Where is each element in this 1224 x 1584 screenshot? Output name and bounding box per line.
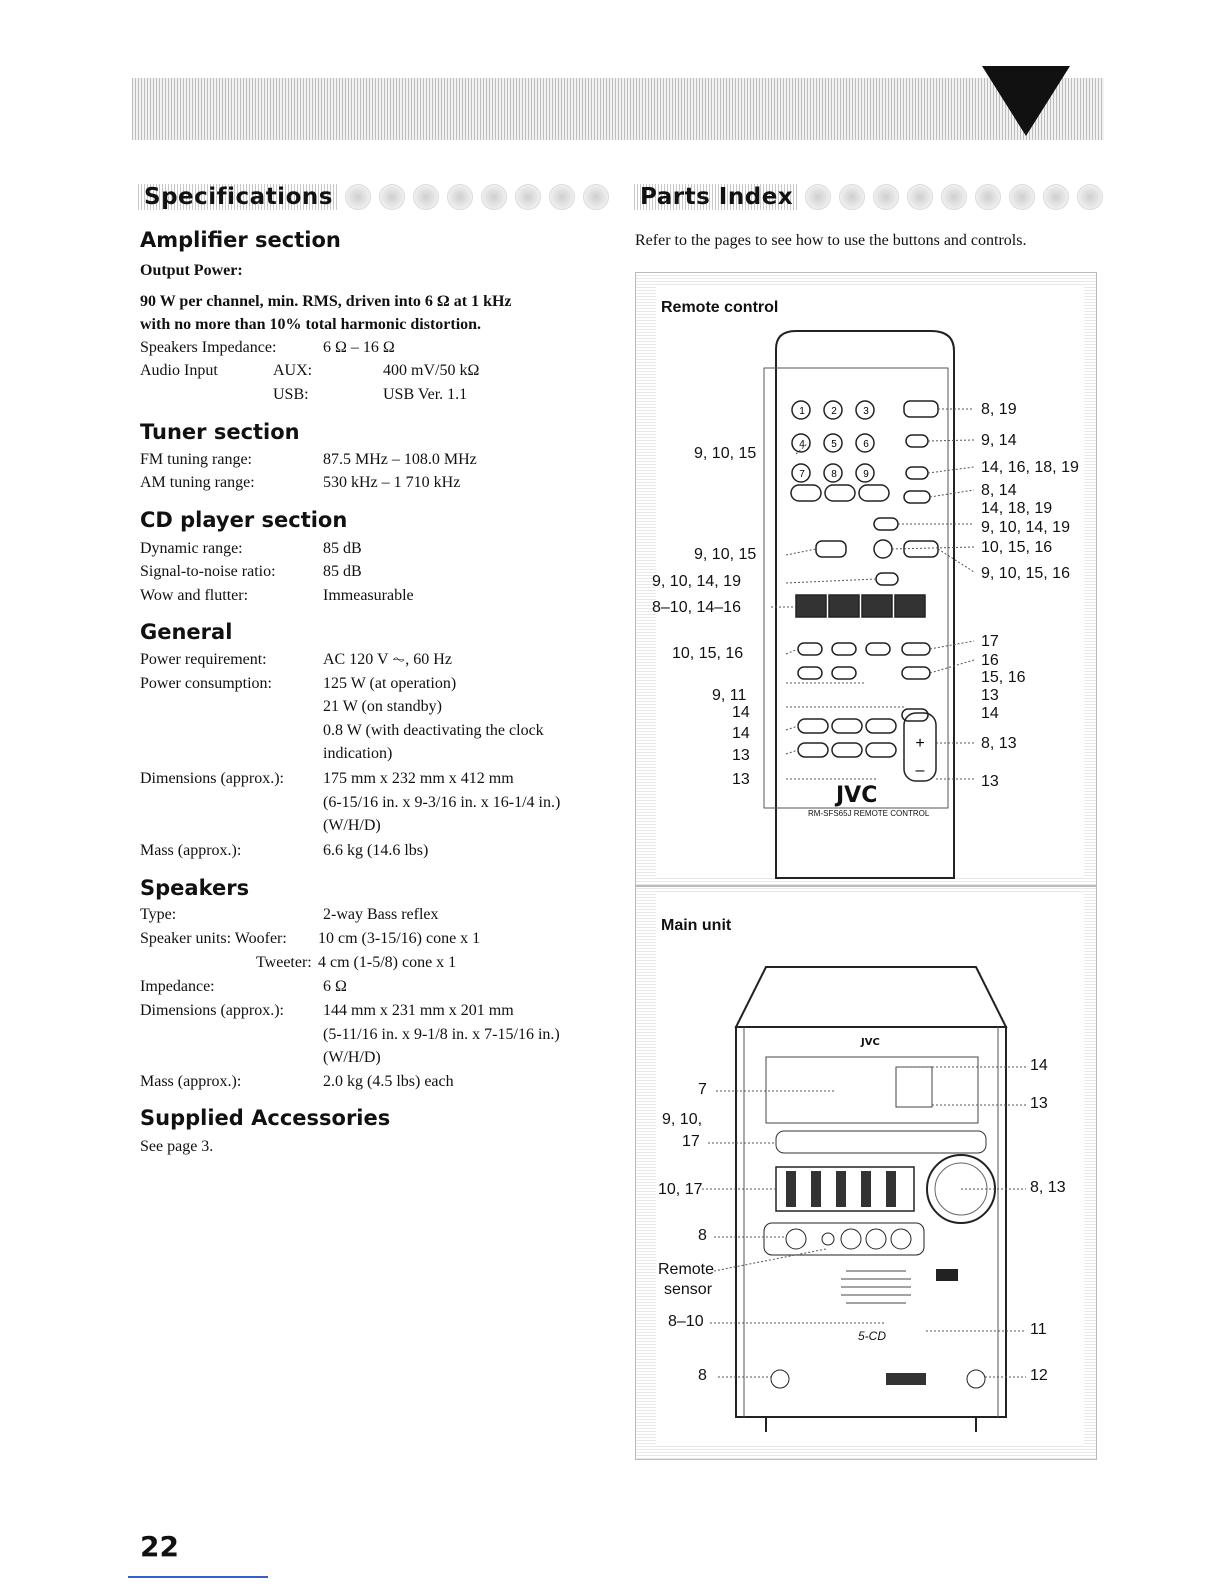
label: Wow and flutter: bbox=[140, 587, 249, 604]
parts-index-title bbox=[634, 180, 1103, 214]
remote-callout-right-10: 16 bbox=[981, 652, 999, 669]
value: 2-way Bass reflex bbox=[323, 906, 439, 923]
specifications-title bbox=[138, 180, 609, 214]
label: Power consumption: bbox=[140, 675, 272, 692]
title-dots bbox=[805, 184, 1103, 210]
value: 144 mm x 231 mm x 201 mm bbox=[323, 1002, 514, 1019]
remote-callout-right-2: 9, 14 bbox=[981, 432, 1017, 449]
dimensions-inches: (6-15/16 in. x 9-3/16 in. x 16-1/4 in.) bbox=[323, 794, 561, 811]
accessories-text: See page 3. bbox=[140, 1138, 214, 1155]
svg-text:+: + bbox=[915, 735, 925, 752]
main-callout-right-2: 13 bbox=[1030, 1095, 1048, 1112]
remote-callout-left-7: 14 bbox=[732, 704, 750, 721]
main-unit-label: Main unit bbox=[661, 917, 732, 934]
remote-callout-left-9: 13 bbox=[732, 747, 750, 764]
value: 6 Ω – 16 Ω bbox=[323, 339, 395, 356]
value: 87.5 MHz – 108.0 MHz bbox=[323, 451, 477, 468]
remote-callout-right-1: 8, 19 bbox=[981, 401, 1017, 418]
svg-text:8: 8 bbox=[831, 469, 837, 480]
svg-text:9: 9 bbox=[863, 469, 869, 480]
remote-callout-right-12: 13 bbox=[981, 687, 999, 704]
main-callout-right-4: 11 bbox=[1030, 1321, 1047, 1338]
remote-callout-left-1: 9, 10, 15 bbox=[694, 445, 757, 462]
remote-callout-left-8: 14 bbox=[732, 725, 750, 742]
power-cons-standby: 21 W (on standby) bbox=[323, 698, 442, 715]
remote-callout-right-5: 14, 18, 19 bbox=[981, 500, 1053, 517]
remote-callout-right-11: 15, 16 bbox=[981, 669, 1026, 686]
remote-callout-right-15: 13 bbox=[981, 773, 999, 790]
remote-callout-left-5: 10, 15, 16 bbox=[672, 645, 744, 662]
page-underline bbox=[128, 1576, 268, 1578]
remote-model-text: RM-SFS65J REMOTE CONTROL bbox=[808, 809, 930, 818]
cd-heading: CD player section bbox=[140, 508, 348, 532]
value: 2.0 kg (4.5 lbs) each bbox=[323, 1073, 454, 1090]
svg-text:1: 1 bbox=[799, 406, 805, 417]
value: 85 dB bbox=[323, 563, 362, 580]
spk-dim-inches: (5-11/16 in. x 9-1/8 in. x 7-15/16 in.) bbox=[323, 1026, 560, 1043]
aux-label: AUX: bbox=[273, 362, 313, 379]
label: Signal-to-noise ratio: bbox=[140, 563, 276, 580]
value: 530 kHz – 1 710 kHz bbox=[323, 474, 461, 491]
remote-callout-left-3: 9, 10, 14, 19 bbox=[652, 573, 741, 590]
label: AM tuning range: bbox=[140, 474, 255, 491]
label: Speakers Impedance: bbox=[140, 339, 277, 356]
remote-callout-right-14: 8, 13 bbox=[981, 735, 1017, 752]
label: Dimensions (approx.): bbox=[140, 770, 284, 787]
remote-brand-logo: JVC bbox=[836, 783, 878, 808]
amplifier-heading: Amplifier section bbox=[140, 228, 341, 252]
speakers-heading: Speakers bbox=[140, 876, 250, 900]
main-callout-right-5: 12 bbox=[1030, 1367, 1048, 1384]
remote-callout-left-6: 9, 11 bbox=[712, 687, 747, 704]
main-callout-left-6: Remote bbox=[658, 1261, 715, 1278]
page-number: 22 bbox=[140, 1530, 179, 1563]
aux-value: 400 mV/50 kΩ bbox=[383, 362, 480, 379]
value: 4 cm (1-5/8) cone x 1 bbox=[318, 954, 457, 971]
label: Speaker units: Woofer: bbox=[140, 930, 287, 947]
remote-label: Remote control bbox=[661, 299, 779, 316]
title-dots bbox=[345, 184, 609, 210]
value: AC 120 V ⏦, 60 Hz bbox=[323, 651, 452, 668]
label: Impedance: bbox=[140, 978, 215, 995]
value: 6.6 kg (14.6 lbs) bbox=[323, 842, 429, 859]
power-cons-clock2: indication) bbox=[323, 745, 393, 762]
main-unit-brand: JVC bbox=[861, 1037, 880, 1048]
main-callout-left-2: 9, 10, bbox=[662, 1111, 703, 1128]
remote-callout-right-8: 9, 10, 15, 16 bbox=[981, 565, 1070, 582]
value: 125 W (at operation) bbox=[323, 675, 457, 692]
label: Mass (approx.): bbox=[140, 1073, 242, 1090]
main-callout-left-4: 10, 17 bbox=[658, 1181, 703, 1198]
output-power-line1: 90 W per channel, min. RMS, driven into 6 Ω at 1 kHz bbox=[140, 293, 512, 310]
main-callout-left-1: 7 bbox=[698, 1081, 707, 1098]
usb-value: USB Ver. 1.1 bbox=[383, 386, 468, 403]
usb-label: USB: bbox=[273, 386, 309, 403]
dimensions-whd: (W/H/D) bbox=[323, 817, 381, 834]
label: Type: bbox=[140, 906, 177, 923]
main-callout-left-3: 17 bbox=[682, 1133, 700, 1150]
value: 6 Ω bbox=[323, 978, 347, 995]
spk-dim-whd: (W/H/D) bbox=[323, 1049, 381, 1066]
accessories-heading: Supplied Accessories bbox=[140, 1106, 391, 1130]
general-heading: General bbox=[140, 620, 233, 644]
parts-index-heading: Parts Index bbox=[634, 184, 799, 210]
remote-callout-right-3: 14, 16, 18, 19 bbox=[981, 459, 1079, 476]
value: 10 cm (3-15/16) cone x 1 bbox=[318, 930, 481, 947]
output-power-label: Output Power: bbox=[140, 262, 243, 279]
power-cons-clock: 0.8 W (with deactivating the clock bbox=[323, 722, 544, 739]
output-power-line2: with no more than 10% total harmonic distortion. bbox=[140, 316, 482, 333]
svg-text:4: 4 bbox=[799, 439, 805, 450]
svg-text:3: 3 bbox=[863, 406, 869, 417]
svg-text:2: 2 bbox=[831, 406, 837, 417]
main-callout-right-3: 8, 13 bbox=[1030, 1179, 1066, 1196]
label: Power requirement: bbox=[140, 651, 267, 668]
svg-text:–: – bbox=[915, 762, 925, 779]
main-callout-left-5: 8 bbox=[698, 1227, 707, 1244]
main-unit-panel bbox=[635, 886, 1097, 1460]
remote-callout-right-6: 9, 10, 14, 19 bbox=[981, 519, 1070, 536]
remote-callout-right-7: 10, 15, 16 bbox=[981, 539, 1053, 556]
specifications-heading: Specifications bbox=[138, 184, 339, 210]
svg-text:6: 6 bbox=[863, 439, 869, 450]
main-callout-right-1: 14 bbox=[1030, 1057, 1048, 1074]
value: 175 mm x 232 mm x 412 mm bbox=[323, 770, 514, 787]
main-callout-left-8: 8–10 bbox=[668, 1313, 704, 1330]
remote-callout-right-4: 8, 14 bbox=[981, 482, 1017, 499]
tuner-heading: Tuner section bbox=[140, 420, 300, 444]
value: 85 dB bbox=[323, 540, 362, 557]
remote-callout-left-2: 9, 10, 15 bbox=[694, 546, 757, 563]
header-triangle bbox=[982, 66, 1070, 136]
svg-text:7: 7 bbox=[799, 469, 805, 480]
label: Mass (approx.): bbox=[140, 842, 242, 859]
label: Dynamic range: bbox=[140, 540, 243, 557]
remote-callout-left-10: 13 bbox=[732, 771, 750, 788]
remote-callout-right-9: 17 bbox=[981, 633, 999, 650]
main-callout-left-9: 8 bbox=[698, 1367, 707, 1384]
label: Dimensions (approx.): bbox=[140, 1002, 284, 1019]
value: Immeasurable bbox=[323, 587, 414, 604]
remote-callout-right-13: 14 bbox=[981, 705, 999, 722]
label: FM tuning range: bbox=[140, 451, 252, 468]
remote-callout-left-4: 8–10, 14–16 bbox=[652, 599, 741, 616]
remote-panel bbox=[635, 272, 1097, 886]
label: Audio Input bbox=[140, 362, 218, 379]
header-banner bbox=[132, 78, 1104, 140]
main-callout-left-7: sensor bbox=[664, 1281, 713, 1298]
parts-intro: Refer to the pages to see how to use the buttons and controls. bbox=[635, 232, 1027, 249]
main-unit-cd-label: 5-CD bbox=[858, 1329, 887, 1343]
label: Tweeter: bbox=[256, 954, 312, 971]
svg-text:5: 5 bbox=[831, 439, 837, 450]
